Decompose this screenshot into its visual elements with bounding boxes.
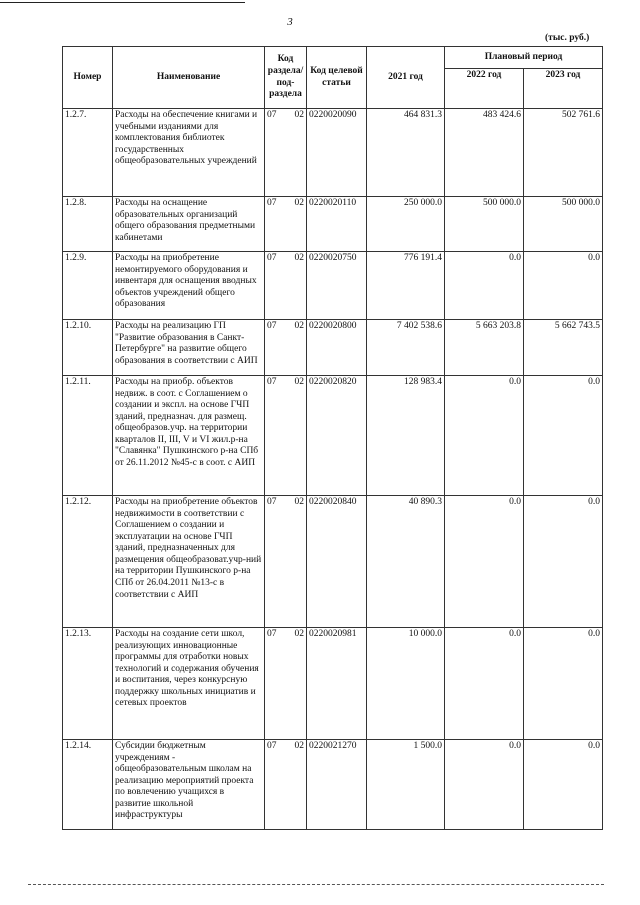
section-code: 07 xyxy=(267,629,277,639)
row-amount-2023: 0.0 xyxy=(524,376,603,496)
page-number: 3 xyxy=(287,16,293,28)
row-target-code: 0220020820 xyxy=(307,376,367,496)
subsection-code: 02 xyxy=(294,321,304,331)
table-body xyxy=(63,109,603,830)
row-amount-2021: 40 890.3 xyxy=(367,496,445,628)
subsection-code: 02 xyxy=(294,741,304,751)
table-row xyxy=(63,628,603,740)
row-amount-2021: 10 000.0 xyxy=(367,628,445,740)
header-planned-period: Плановый период xyxy=(445,47,603,69)
row-section-code xyxy=(265,496,307,628)
header-target-code: Код целевой статьи xyxy=(307,47,367,109)
row-amount-2023: 502 761.6 xyxy=(524,109,603,197)
row-amount-2022: 5 663 203.8 xyxy=(445,320,524,376)
section-code: 07 xyxy=(267,321,277,331)
row-target-code: 0220020750 xyxy=(307,252,367,320)
row-section-code xyxy=(265,252,307,320)
header-section-code: Код раздела/ под-раздела xyxy=(265,47,307,109)
row-number: 1.2.7. xyxy=(63,109,113,197)
row-section-code xyxy=(265,740,307,830)
row-target-code: 0220020840 xyxy=(307,496,367,628)
section-code: 07 xyxy=(267,497,277,507)
row-number: 1.2.8. xyxy=(63,197,113,252)
table-row xyxy=(63,320,603,376)
table-row xyxy=(63,252,603,320)
row-target-code: 0220020800 xyxy=(307,320,367,376)
table-header xyxy=(63,47,603,109)
row-amount-2022: 0.0 xyxy=(445,252,524,320)
row-amount-2022: 0.0 xyxy=(445,628,524,740)
table-row xyxy=(63,376,603,496)
row-number: 1.2.13. xyxy=(63,628,113,740)
row-amount-2021: 776 191.4 xyxy=(367,252,445,320)
row-section-code xyxy=(265,197,307,252)
header-year-2023: 2023 год xyxy=(524,69,603,109)
row-amount-2022: 0.0 xyxy=(445,376,524,496)
section-code: 07 xyxy=(267,198,277,208)
row-amount-2023: 0.0 xyxy=(524,496,603,628)
row-target-code: 0220020110 xyxy=(307,197,367,252)
budget-table xyxy=(62,46,603,830)
row-amount-2022: 0.0 xyxy=(445,496,524,628)
row-amount-2023: 0.0 xyxy=(524,628,603,740)
row-name: Расходы на приобретение объектов недвижимости в соответствии с Соглашением о создании и эксплуатации на основе ГЧП зданий, предназначенных для размещения общеобразоват.учр-ний на территории Пушкинского р-на СПб от 26.04.2011 №13-с в соответствии с АИП xyxy=(113,496,265,628)
subsection-code: 02 xyxy=(294,497,304,507)
header-year-2022: 2022 год xyxy=(445,69,524,109)
table-row xyxy=(63,109,603,197)
row-amount-2023: 0.0 xyxy=(524,252,603,320)
table-row xyxy=(63,197,603,252)
row-amount-2022: 0.0 xyxy=(445,740,524,830)
section-code: 07 xyxy=(267,253,277,263)
row-number: 1.2.12. xyxy=(63,496,113,628)
section-code: 07 xyxy=(267,110,277,120)
row-name: Расходы на создание сети школ, реализующих инновационные программы для отработки новых технологий и содержания обучения и воспитания, через конкурсную поддержку школьных инициатив и сетевых проектов xyxy=(113,628,265,740)
row-section-code xyxy=(265,320,307,376)
row-name: Расходы на реализацию ГП "Развитие образования в Санкт-Петербурге" на развитие общего образования в соответствии с АИП xyxy=(113,320,265,376)
subsection-code: 02 xyxy=(294,110,304,120)
row-section-code xyxy=(265,628,307,740)
row-section-code xyxy=(265,109,307,197)
table-row xyxy=(63,740,603,830)
section-code: 07 xyxy=(267,741,277,751)
row-amount-2022: 500 000.0 xyxy=(445,197,524,252)
row-amount-2023: 5 662 743.5 xyxy=(524,320,603,376)
subsection-code: 02 xyxy=(294,377,304,387)
row-number: 1.2.9. xyxy=(63,252,113,320)
row-number: 1.2.14. xyxy=(63,740,113,830)
header-year-2021: 2021 год xyxy=(367,47,445,109)
row-name: Расходы на оснащение образовательных организаций общего образования предметными кабинетами xyxy=(113,197,265,252)
row-amount-2021: 128 983.4 xyxy=(367,376,445,496)
row-section-code xyxy=(265,376,307,496)
row-number: 1.2.10. xyxy=(63,320,113,376)
row-name: Расходы на приобр. объектов недвиж. в соот. с Соглашением о создании и экспл. на основе ГЧП зданий, предназнач. для размещ. общеобразов.учр. на территории кварталов II, III, V и VI жил.р-на "Славянка" Пушкинского р-на СПб от 26.11.2012 №45-с в соот. с АИП xyxy=(113,376,265,496)
row-target-code: 0220020981 xyxy=(307,628,367,740)
row-amount-2021: 464 831.3 xyxy=(367,109,445,197)
row-amount-2023: 500 000.0 xyxy=(524,197,603,252)
scan-edge-line-bottom xyxy=(28,884,604,885)
row-target-code: 0220020090 xyxy=(307,109,367,197)
subsection-code: 02 xyxy=(294,198,304,208)
units-label: (тыс. руб.) xyxy=(545,33,590,43)
row-amount-2021: 1 500.0 xyxy=(367,740,445,830)
row-name: Расходы на обеспечение книгами и учебными изданиями для комплектования библиотек государственных общеобразовательных учреждений xyxy=(113,109,265,197)
row-number: 1.2.11. xyxy=(63,376,113,496)
scan-edge-line-top xyxy=(0,2,245,3)
row-amount-2021: 7 402 538.6 xyxy=(367,320,445,376)
row-amount-2021: 250 000.0 xyxy=(367,197,445,252)
header-number: Номер xyxy=(63,47,113,109)
row-name: Расходы на приобретение немонтируемого оборудования и инвентаря для оснащения вводных объектов учреждений общего образования xyxy=(113,252,265,320)
header-name: Наименование xyxy=(113,47,265,109)
row-name: Субсидии бюджетным учреждениям - общеобразовательным школам на реализацию мероприятий проекта по вовлечению учащихся в развитие школьной инфраструктуры xyxy=(113,740,265,830)
section-code: 07 xyxy=(267,377,277,387)
table-row xyxy=(63,496,603,628)
subsection-code: 02 xyxy=(294,253,304,263)
subsection-code: 02 xyxy=(294,629,304,639)
row-amount-2022: 483 424.6 xyxy=(445,109,524,197)
row-amount-2023: 0.0 xyxy=(524,740,603,830)
row-target-code: 0220021270 xyxy=(307,740,367,830)
